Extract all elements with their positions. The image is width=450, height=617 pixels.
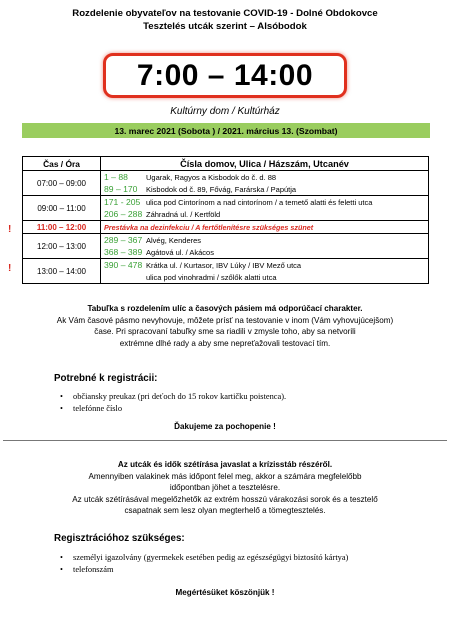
street-names: Záhradná ul. / Kertföld <box>146 209 221 219</box>
table-row <box>23 171 429 196</box>
table-row <box>23 196 429 221</box>
row-details <box>101 196 429 221</box>
date-text: 13. marec 2021 (Sobota ) / 2021. március 13. (Szombat) <box>114 125 338 136</box>
house-range: 206 – 288 <box>104 209 143 219</box>
note-sk-line-2: Ak Vám časové pásmo nevyhovuje, môžete prísť na testovanie v inom (Vám vyhovujúcejšom) <box>56 315 394 325</box>
requirements-list-hu <box>58 552 348 575</box>
house-range: 171 - 205 <box>104 197 141 207</box>
exclamation-icon: ! <box>8 263 12 274</box>
street-names: ulica pod Cintorínom a nad cintorínom / a temető alatti és feletti utca <box>146 197 373 207</box>
list-item: • občiansky preukaz (pri deťoch do 15 rokov kartičku poistenca). <box>58 391 286 403</box>
opening-hours: 7:00 – 14:00 <box>136 58 314 92</box>
house-line <box>104 246 425 258</box>
time-slot: 07:00 – 09:00 <box>23 171 101 196</box>
note-sk-line-4: extrémne dlhé rady a aby sme nepreťažovali testovací tím. <box>119 338 331 348</box>
note-hu <box>0 459 450 517</box>
row-details <box>101 171 429 196</box>
registration-title-hu: Regisztrációhoz szükséges: <box>54 533 185 544</box>
exclamation-icon: ! <box>8 224 12 235</box>
venue: Kultúrny dom / Kultúrház <box>170 106 280 117</box>
break-row <box>23 221 429 234</box>
street-names: Agátová ul. / Akácos <box>146 247 214 257</box>
row-details <box>101 259 429 284</box>
house-line <box>104 196 425 208</box>
section-divider <box>3 440 447 441</box>
break-text: Prestávka na dezinfekciu / A fertőtlenítésre szükséges szünet <box>101 221 429 234</box>
street-names: Krátka ul. / Kurtasor, IBV Lúky / IBV Mező utca <box>146 260 302 270</box>
col-header-time: Čas / Óra <box>23 157 101 171</box>
list-item: • személyi igazolvány (gyermekek esetében pedig az egészségügyi biztosító kártya) <box>58 552 348 564</box>
note-hu-line-5: csapatnak sem lesz olyan megterhelő a tömegtesztelés. <box>124 506 326 515</box>
house-line <box>104 259 425 271</box>
col-header-desc: Čísla domov, Ulica / Házszám, Utcanév <box>101 157 429 171</box>
list-item: • telefónne číslo <box>58 403 286 415</box>
table-row <box>23 259 429 284</box>
date-bar <box>22 123 430 138</box>
house-line <box>104 271 425 283</box>
note-sk <box>0 303 450 349</box>
note-hu-line-4: Az utcák szétírásával megelőzhetők az extrém hosszú várakozási sorok és a tesztelő <box>72 494 378 504</box>
table-header-row <box>23 157 429 171</box>
list-item: • telefonszám <box>58 564 348 576</box>
time-slot: 12:00 – 13:00 <box>23 234 101 259</box>
thanks-sk: Ďakujeme za pochopenie ! <box>174 422 276 431</box>
note-hu-line-2: Amennyiben valakinek más időpont felel meg, akkor a számára megfelelőbb <box>88 471 362 481</box>
time-slot: 11:00 – 12:00 <box>23 221 101 234</box>
house-line <box>104 208 425 220</box>
street-names: Kisbodok od č. 89, Fővág, Farárska / Papútja <box>146 184 297 194</box>
title-hungarian: Tesztelés utcák szerint – Alsóbodok <box>143 21 307 32</box>
table-row <box>23 234 429 259</box>
note-sk-line-1: Tabuľka s rozdelením ulíc a časových pásiem má odporúčací charakter. <box>87 304 363 313</box>
time-slot: 09:00 – 11:00 <box>23 196 101 221</box>
street-names: Ugarak, Ragyos a Kisbodok do č. d. 88 <box>146 172 277 182</box>
row-details <box>101 234 429 259</box>
schedule-table <box>22 156 429 284</box>
street-names: Alvég, Kenderes <box>146 235 202 245</box>
registration-title-sk: Potrebné k registrácii: <box>54 373 158 384</box>
house-line <box>104 183 425 195</box>
house-line <box>104 171 425 183</box>
house-range: 289 – 367 <box>104 235 143 245</box>
house-range: 390 – 478 <box>104 260 143 270</box>
note-hu-line-1: Az utcák és idők szétírása javaslat a krízisstáb részéről. <box>117 460 333 469</box>
house-line <box>104 234 425 246</box>
time-slot: 13:00 – 14:00 <box>23 259 101 284</box>
street-names: ulica pod vinohradmi / szőlők alatti utca <box>146 272 277 282</box>
time-box <box>103 53 347 98</box>
house-range: 368 – 389 <box>104 247 143 257</box>
requirements-list-sk <box>58 391 286 414</box>
note-hu-line-3: időpontban jöhet a tesztelésre. <box>169 483 281 492</box>
title-slovak: Rozdelenie obyvateľov na testovanie COVID-19 - Dolné Obdokovce <box>72 8 378 19</box>
note-sk-line-3: čase. Pri spracovaní tabuľky sme sa riadili v zmysle toho, aby sa netvorili <box>94 327 356 336</box>
thanks-hu: Megértésüket köszönjük ! <box>175 588 275 597</box>
house-range: 89 – 170 <box>104 184 138 194</box>
house-range: 1 – 88 <box>104 172 128 182</box>
